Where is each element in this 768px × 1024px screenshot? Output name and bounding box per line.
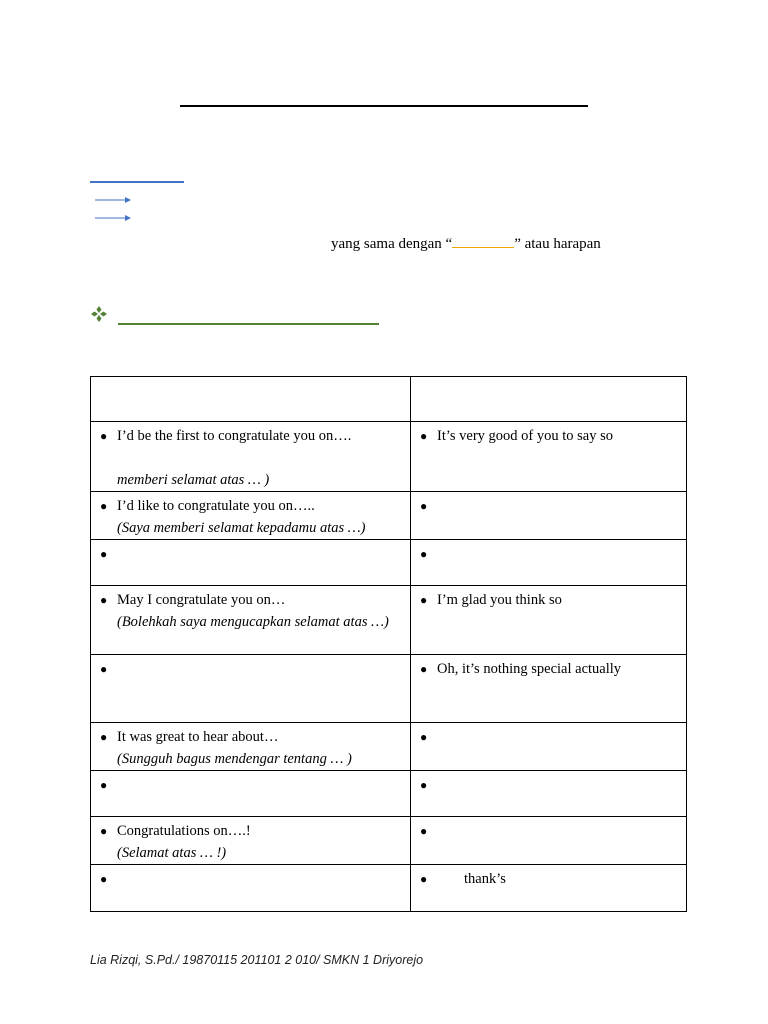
response-cell: [411, 377, 687, 422]
title-underline: [180, 105, 588, 107]
bullet-icon: ●: [420, 778, 428, 792]
expression-cell: [91, 540, 411, 586]
response-cell: [411, 723, 687, 771]
bullet-icon: ●: [100, 662, 108, 676]
bullet-icon: ●: [420, 499, 428, 513]
bullet-icon: ●: [100, 593, 108, 607]
table-row: [91, 540, 687, 586]
bullet-icon: ●: [420, 730, 428, 744]
bullet-icon: ●: [420, 872, 428, 886]
response-text: It’s very good of you to say so: [437, 428, 613, 444]
bullet-icon: ●: [100, 730, 108, 744]
response-text: Oh, it’s nothing special actually: [437, 661, 622, 677]
right-arrow-icon: [95, 214, 131, 222]
response-cell: [411, 771, 687, 817]
bullet-icon: ●: [420, 593, 428, 607]
bullet-icon: ●: [100, 778, 108, 792]
expression-cell: [91, 655, 411, 723]
expression-text: It was great to hear about…: [117, 729, 279, 745]
response-cell: [411, 540, 687, 586]
table-row: [91, 422, 687, 492]
response-cell: [411, 817, 687, 865]
expression-cell: [91, 817, 411, 865]
blank-underline: [452, 236, 514, 248]
expression-cell: [91, 865, 411, 912]
expression-translation: (Saya memberi selamat kepadamu atas …): [117, 520, 366, 536]
right-arrow-icon: [95, 196, 131, 204]
expression-cell: [91, 586, 411, 655]
expression-text: I’d like to congratulate you on…..: [117, 498, 315, 514]
expression-translation: (Sungguh bagus mendengar tentang … ): [117, 751, 352, 767]
bullet-icon: ●: [420, 662, 428, 676]
response-cell: [411, 655, 687, 723]
table-row: [91, 865, 687, 912]
bullet-icon: ●: [420, 824, 428, 838]
table-row: [91, 655, 687, 723]
intro-sentence: [331, 236, 601, 253]
expression-cell: [91, 422, 411, 492]
expression-text: I’d be the first to congratulate you on….: [117, 428, 352, 444]
table-row: [91, 817, 687, 865]
bullet-icon: ●: [420, 547, 428, 561]
bullet-icon: ●: [100, 547, 108, 561]
footer-text: Lia Rizqi, S.Pd./ 19870115 201101 2 010/ SMKN 1 Driyorejo: [90, 953, 424, 967]
heading-underline-blue: [90, 181, 184, 183]
expression-text: May I congratulate you on…: [117, 592, 286, 608]
table-row: [91, 723, 687, 771]
expression-cell: [91, 771, 411, 817]
expressions-table: [90, 376, 687, 912]
four-diamond-bullet-icon: [90, 305, 108, 323]
expression-cell: [91, 492, 411, 540]
expression-translation: memberi selamat atas … ): [117, 472, 270, 488]
table-row: [91, 771, 687, 817]
intro-prefix: yang sama dengan “: [331, 236, 453, 252]
bullet-icon: ●: [100, 499, 108, 513]
expression-text: Congratulations on….!: [117, 823, 251, 839]
response-cell: [411, 422, 687, 492]
intro-suffix: ” atau harapan: [514, 236, 601, 252]
expression-translation: (Bolehkah saya mengucapkan selamat atas …): [117, 614, 389, 630]
expression-translation: (Selamat atas … !): [117, 845, 227, 861]
response-text: thank’s: [464, 871, 506, 887]
table-row: [91, 377, 687, 422]
bullet-icon: ●: [100, 824, 108, 838]
response-text: I’m glad you think so: [437, 592, 562, 608]
section-heading-underline: [118, 323, 379, 325]
expression-cell: [91, 377, 411, 422]
table-row: [91, 492, 687, 540]
response-cell: [411, 865, 687, 912]
expression-cell: [91, 723, 411, 771]
bullet-icon: ●: [420, 429, 428, 443]
response-cell: [411, 492, 687, 540]
response-cell: [411, 586, 687, 655]
bullet-icon: ●: [100, 872, 108, 886]
bullet-icon: ●: [100, 429, 108, 443]
table-row: [91, 586, 687, 655]
